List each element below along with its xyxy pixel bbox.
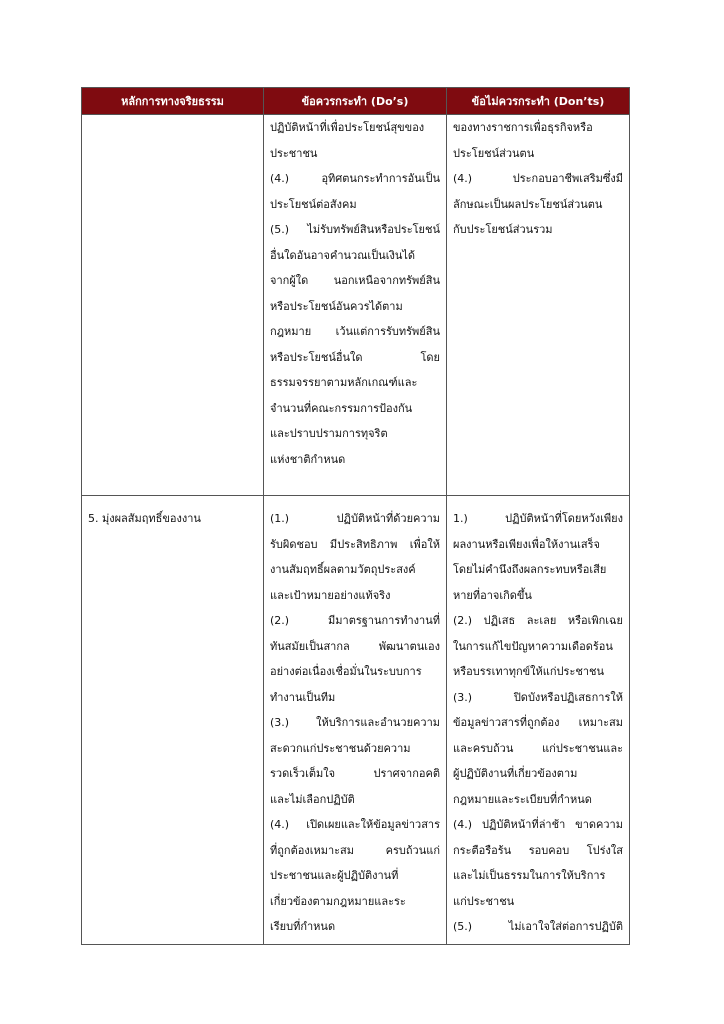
dos-line: ที่ถูกต้องเหมาะสม ครบถ้วนแก่ xyxy=(270,843,440,857)
principle-label xyxy=(88,115,257,141)
header-dos: ข้อควรกระทำ (Do’s) xyxy=(264,88,447,115)
dos-line: กฎหมาย เว้นแต่การรับทรัพย์สิน xyxy=(270,325,440,338)
dos-line: (4.) เปิดเผยและให้ข้อมูลข่าวสาร xyxy=(270,818,440,831)
donts-line: ลักษณะเป็นผลประโยชน์ส่วนตน xyxy=(453,197,603,211)
dos-line: (4.) อุทิศตนกระทำการอันเป็น xyxy=(270,172,440,185)
donts-cell xyxy=(447,115,630,496)
principle-cell xyxy=(82,115,264,496)
dos-line: และไม่เลือกปฏิบัติ xyxy=(270,792,355,806)
donts-line: (4.) ประกอบอาชีพเสริมซึ่งมี xyxy=(453,172,623,185)
donts-line: ในการแก้ไขปัญหาความเดือดร้อน xyxy=(453,639,613,653)
dos-line: ประชาชนและผู้ปฏิบัติงานที่ xyxy=(270,869,399,882)
donts-line: 1.) ปฏิบัติหน้าที่โดยหวังเพียง xyxy=(453,512,623,525)
donts-line: (2.) ปฏิเสธ ละเลย หรือเพิกเฉย xyxy=(453,614,623,627)
principle-label: 5. มุ่งผลสัมฤทธิ์ของงาน xyxy=(88,512,201,525)
dos-line: เกี่ยวข้องตามกฎหมายและระ xyxy=(270,894,406,908)
principle-cell xyxy=(82,496,264,945)
dos-line: งานสัมฤทธิ์ผลตามวัตถุประสงค์ xyxy=(270,563,416,576)
table-row xyxy=(82,496,630,945)
donts-line: (3.) ปิดบังหรือปฏิเสธการให้ xyxy=(453,690,623,704)
donts-line: แก่ประชาชน xyxy=(453,894,515,908)
dos-line: ทันสมัยเป็นสากล พัฒนาตนเอง xyxy=(270,639,440,653)
dos-line: (2.) มีมาตรฐานการทำงานที่ xyxy=(270,614,440,627)
dos-line: (3.) ให้บริการและอำนวยความ xyxy=(270,716,440,729)
donts-line: และไม่เป็นธรรมในการให้บริการ xyxy=(453,869,606,882)
dos-line: เรียบที่กำหนด xyxy=(270,920,336,933)
dos-cell xyxy=(264,496,447,945)
dos-line: และปราบปรามการทุจริต xyxy=(270,427,388,440)
dos-line: หรือประโยชน์อันควรได้ตาม xyxy=(270,299,403,313)
dos-line: รับผิดชอบ มีประสิทธิภาพ เพื่อให้ xyxy=(270,537,440,551)
table-row xyxy=(82,115,630,496)
dos-line: ประชาชน xyxy=(270,146,318,160)
table-header-row xyxy=(82,88,630,115)
donts-line: (5.) ไม่เอาใจใส่ต่อการปฏิบัติ xyxy=(453,920,623,933)
dos-line: จากผู้ใด นอกเหนือจากทรัพย์สิน xyxy=(270,274,440,287)
dos-line: ทำงานเป็นทีม xyxy=(270,690,336,704)
ethics-table xyxy=(81,87,630,945)
dos-line: หรือประโยชน์อื่นใด โดย xyxy=(270,350,440,364)
dos-line: (1.) ปฏิบัติหน้าที่ด้วยความ xyxy=(270,512,440,525)
donts-line: โดยไม่คำนึงถึงผลกระทบหรือเสีย xyxy=(453,563,607,576)
donts-line: ข้อมูลข่าวสารที่ถูกต้อง เหมาะสม xyxy=(453,716,623,729)
dos-line: อื่นใดอันอาจคำนวณเป็นเงินได้ xyxy=(270,248,416,262)
donts-line: หายที่อาจเกิดขึ้น xyxy=(453,588,532,602)
donts-line: (4.) ปฏิบัติหน้าที่ล่าช้า ขาดความ xyxy=(453,818,623,831)
dos-line: รวดเร็วเต็มใจ ปราศจากอคติ xyxy=(270,767,440,780)
dos-line: ประโยชน์ต่อสังคม xyxy=(270,197,357,211)
donts-line: กระตือรือร้น รอบคอบ โปร่งใส xyxy=(453,843,623,857)
donts-line: กับประโยชน์ส่วนรวม xyxy=(453,223,553,236)
dos-line: (5.) ไม่รับทรัพย์สินหรือประโยชน์ xyxy=(270,223,440,236)
header-donts: ข้อไม่ควรกระทำ (Don’ts) xyxy=(447,88,630,115)
dos-line: สะดวกแก่ประชาชนด้วยความ xyxy=(270,741,411,755)
donts-line: ผลงานหรือเพียงเพื่อให้งานเสร็จ xyxy=(453,537,600,551)
dos-line: จำนวนที่คณะกรรมการป้องกัน xyxy=(270,401,413,415)
donts-line: หรือบรรเทาทุกข์ให้แก่ประชาชน xyxy=(453,665,604,678)
dos-cell xyxy=(264,115,447,496)
dos-line: อย่างต่อเนื่องเชื่อมั่นในระบบการ xyxy=(270,665,422,678)
donts-line: กฎหมายและระเบียบที่กำหนด xyxy=(453,792,592,806)
donts-line: และครบถ้วน แก่ประชาชนและ xyxy=(453,741,623,755)
donts-line: ผู้ปฏิบัติงานที่เกี่ยวข้องตาม xyxy=(453,767,578,780)
dos-line: ธรรมจรรยาตามหลักเกณฑ์และ xyxy=(270,376,418,389)
donts-line: ของทางราชการเพื่อธุรกิจหรือ xyxy=(453,121,593,134)
dos-line: และเป้าหมายอย่างแท้จริง xyxy=(270,588,391,602)
donts-line: ประโยชน์ส่วนตน xyxy=(453,146,535,160)
donts-cell xyxy=(447,496,630,945)
dos-line: ปฏิบัติหน้าที่เพื่อประโยชน์สุขของ xyxy=(270,121,425,134)
dos-line: แห่งชาติกำหนด xyxy=(270,452,346,466)
header-principle: หลักการทางจริยธรรม xyxy=(82,88,264,115)
